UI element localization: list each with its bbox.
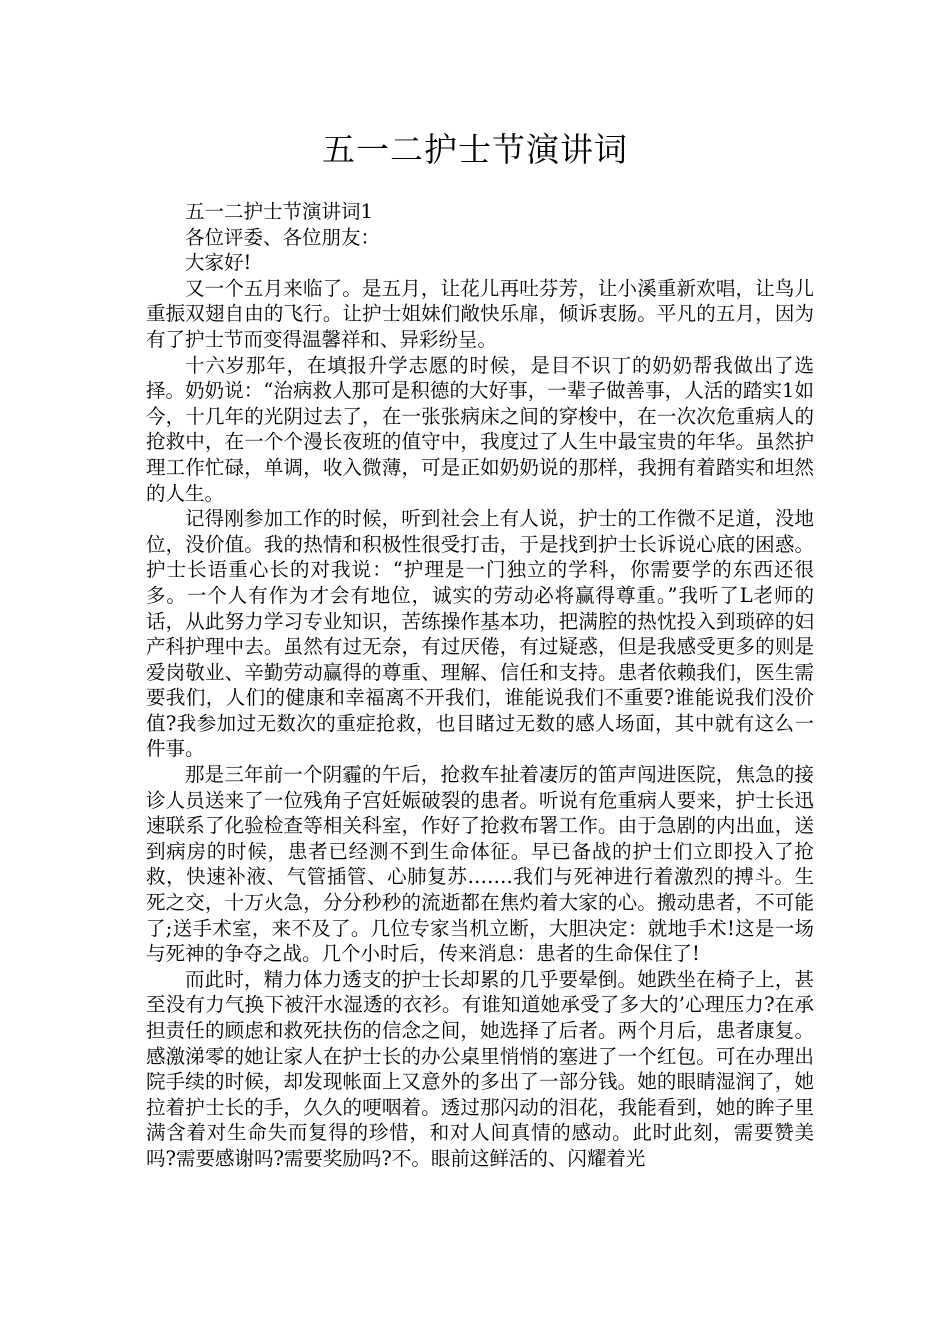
paragraph: 而此时，精力体力透支的护士长却累的几乎要晕倒。她跌坐在椅子上，甚至没有力气换下被汗水湿透的衣衫。有谁知道她承受了多大的’心理压力?在承担责任的顾虑和救死扶伤的信念之间，她选择了后者。两个月后，患者康复。感激涕零的她让家人在护士长的办公桌里悄悄的塞进了一个红包。可在办理出院手续的时候，却发现帐面上又意外的多出了一部分钱。她的眼睛湿润了，她拉着护士长的手，久久的哽咽着。透过那闪动的泪花，我能看到，她的眸子里满含着对生命失而复得的珍惜，和对人间真情的感动。此时此刻，需要赞美吗?需要感谢吗?需要奖励吗?不。眼前这鲜活的、闪耀着光: [146, 967, 814, 1170]
paragraph-subtitle: 五一二护士节演讲词1: [185, 200, 373, 223]
paragraph: 又一个五月来临了。是五月，让花儿再吐芬芳，让小溪重新欢唱，让鸟儿重振双翅自由的飞行。让护士姐妹们敞快乐扉，倾诉衷肠。平凡的五月，因为有了护士节而变得温馨祥和、异彩纷呈。: [146, 276, 814, 351]
paragraph: 记得刚参加工作的时候，听到社会上有人说，护士的工作微不足道，没地位，没价值。我的热情和积极性很受打击，于是找到护士长诉说心底的困惑。护士长语重心长的对我说：“护理是一门独立的学科，你需要学的东西还很多。一个人有作为才会有地位，诚实的劳动必将赢得尊重。”我听了L老师的话，从此努力学习专业知识，苦练操作基本功，把满腔的热忱投入到琐碎的妇产科护理中去。虽然有过无奈，有过厌倦，有过疑惑，但是我感受更多的则是爱岗敬业、辛勤劳动赢得的尊重、理解、信任和支持。患者依赖我们，医生需要我们，人们的健康和幸福离不开我们，谁能说我们不重要?谁能说我们没价值?我参加过无数次的重症抢救，也目睹过无数的感人场面，其中就有这么一件事。: [146, 507, 814, 761]
paragraph: 那是三年前一个阴霾的午后，抢救车扯着凄厉的笛声闯进医院，焦急的接诊人员送来了一位残角子宫妊娠破裂的患者。听说有危重病人要来，护士长迅速联系了化验检查等相关科室，作好了抢救布署工作。由于急剧的内出血，送到病房的时候，患者已经测不到生命体征。早已备战的护士们立即投入了抢救，快速补液、气管插管、心肺复苏…….我们与死神进行着激烈的搏斗。生死之交，十万火急，分分秒秒的流逝都在焦灼着大家的心。搬动患者，不可能了;送手术室，来不及了。几位专家当机立断，大胆决定：就地手术!这是一场与死神的争夺之战。几个小时后，传来消息：患者的生命保住了!: [146, 763, 814, 966]
document-title: 五一二护士节演讲词: [322, 130, 628, 169]
document-body: [146, 199, 814, 1172]
paragraph-salutation: 各位评委、各位朋友：: [185, 225, 381, 249]
paragraph: 十六岁那年，在填报升学志愿的时候，是目不识丁的奶奶帮我做出了选择。奶奶说：“治病救人那可是积德的大好事，一辈子做善事，人活的踏实1如今，十几年的光阴过去了，在一张张病床之间的穿梭中，在一次次危重病人的抢救中，在一个个漫长夜班的值守中，我度过了人生中最宝贵的年华。虽然护理工作忙碌，单调，收入微薄，可是正如奶奶说的那样，我拥有着踏实和坦然的人生。: [146, 353, 814, 505]
paragraph-greeting: 大家好!: [185, 251, 252, 275]
